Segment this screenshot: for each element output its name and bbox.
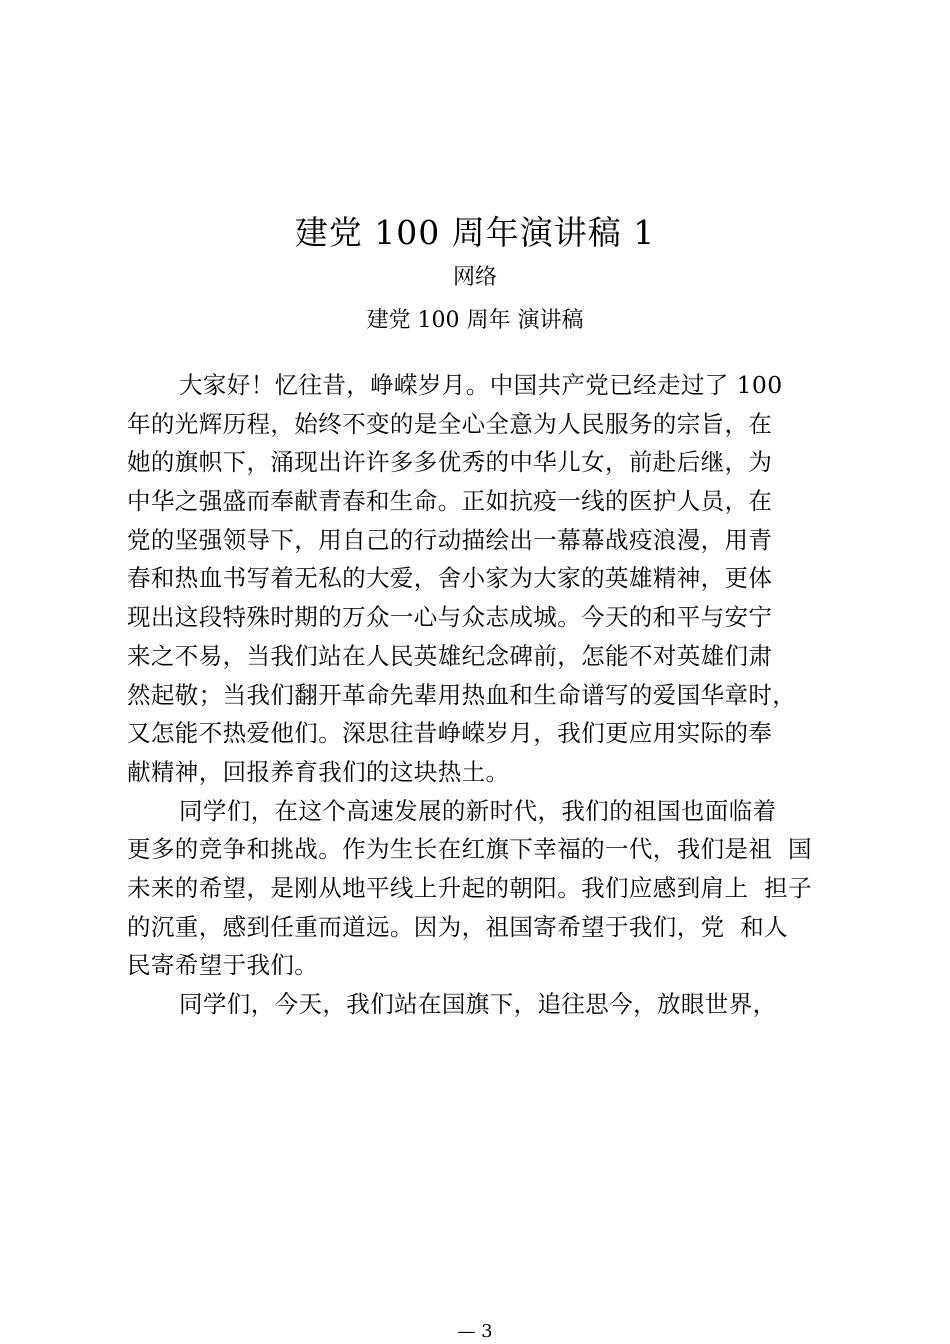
paragraph-2-line-4: 的沉重，感到任重而道远。因为，祖国寄希望于我们，党 和人	[127, 912, 789, 941]
paragraph-1-line-9: 然起敬；当我们翻开革命先辈用热血和生命谱写的爱国华章时，	[127, 680, 797, 709]
paragraph-1-line-10: 又怎能不热爱他们。深思往昔峥嵘岁月，我们更应用实际的奉	[127, 719, 773, 748]
paragraph-2-line-1: 同学们，在这个高速发展的新时代，我们的祖国也面临着	[179, 796, 777, 825]
paragraph-3-line-1: 同学们，今天，我们站在国旗下，追往思今，放眼世界，	[179, 990, 777, 1018]
paragraph-1-line-4: 中华之强盛而奉献青春和生命。正如抗疫一线的医护人员，在	[127, 487, 773, 516]
paragraph-1-line-2: 年的光辉历程，始终不变的是全心全意为人民服务的宗旨，在	[127, 409, 773, 438]
paragraph-1-line-7: 现出这段特殊时期的万众一心与众志成城。今天的和平与安宁	[127, 603, 773, 632]
document-title: 建党 100 周年演讲稿 1	[294, 213, 656, 252]
paragraph-1-line-8: 来之不易，当我们站在人民英雄纪念碑前，怎能不对英雄们肃	[127, 641, 773, 670]
paragraph-2-line-5: 民寄希望于我们。	[127, 951, 319, 980]
document-keywords: 建党 100 周年 演讲稿	[366, 308, 584, 333]
page-number: — 3	[457, 1321, 493, 1342]
speech-body	[127, 366, 847, 1024]
paragraph-1-line-5: 党的坚强领导下，用自己的行动描绘出一幕幕战疫浪漫，用青	[127, 525, 773, 554]
paragraph-1-line-6: 春和热血书写着无私的大爱，舍小家为大家的英雄精神，更体	[127, 564, 773, 593]
paragraph-2-line-3: 未来的希望，是刚从地平线上升起的朝阳。我们应感到肩上 担子	[127, 873, 812, 902]
paragraph-1-line-3: 她的旗帜下，涌现出许许多多优秀的中华儿女，前赴后继，为	[127, 448, 773, 477]
paragraph-1-line-11: 献精神，回报养育我们的这块热土。	[127, 757, 510, 786]
paragraph-2-line-2: 更多的竞争和挑战。作为生长在红旗下幸福的一代，我们是祖 国	[127, 835, 812, 864]
document-author: 网络	[452, 265, 497, 290]
paragraph-1-line-1: 大家好！忆往昔，峥嵘岁月。中国共产党已经走过了 100	[179, 371, 783, 399]
